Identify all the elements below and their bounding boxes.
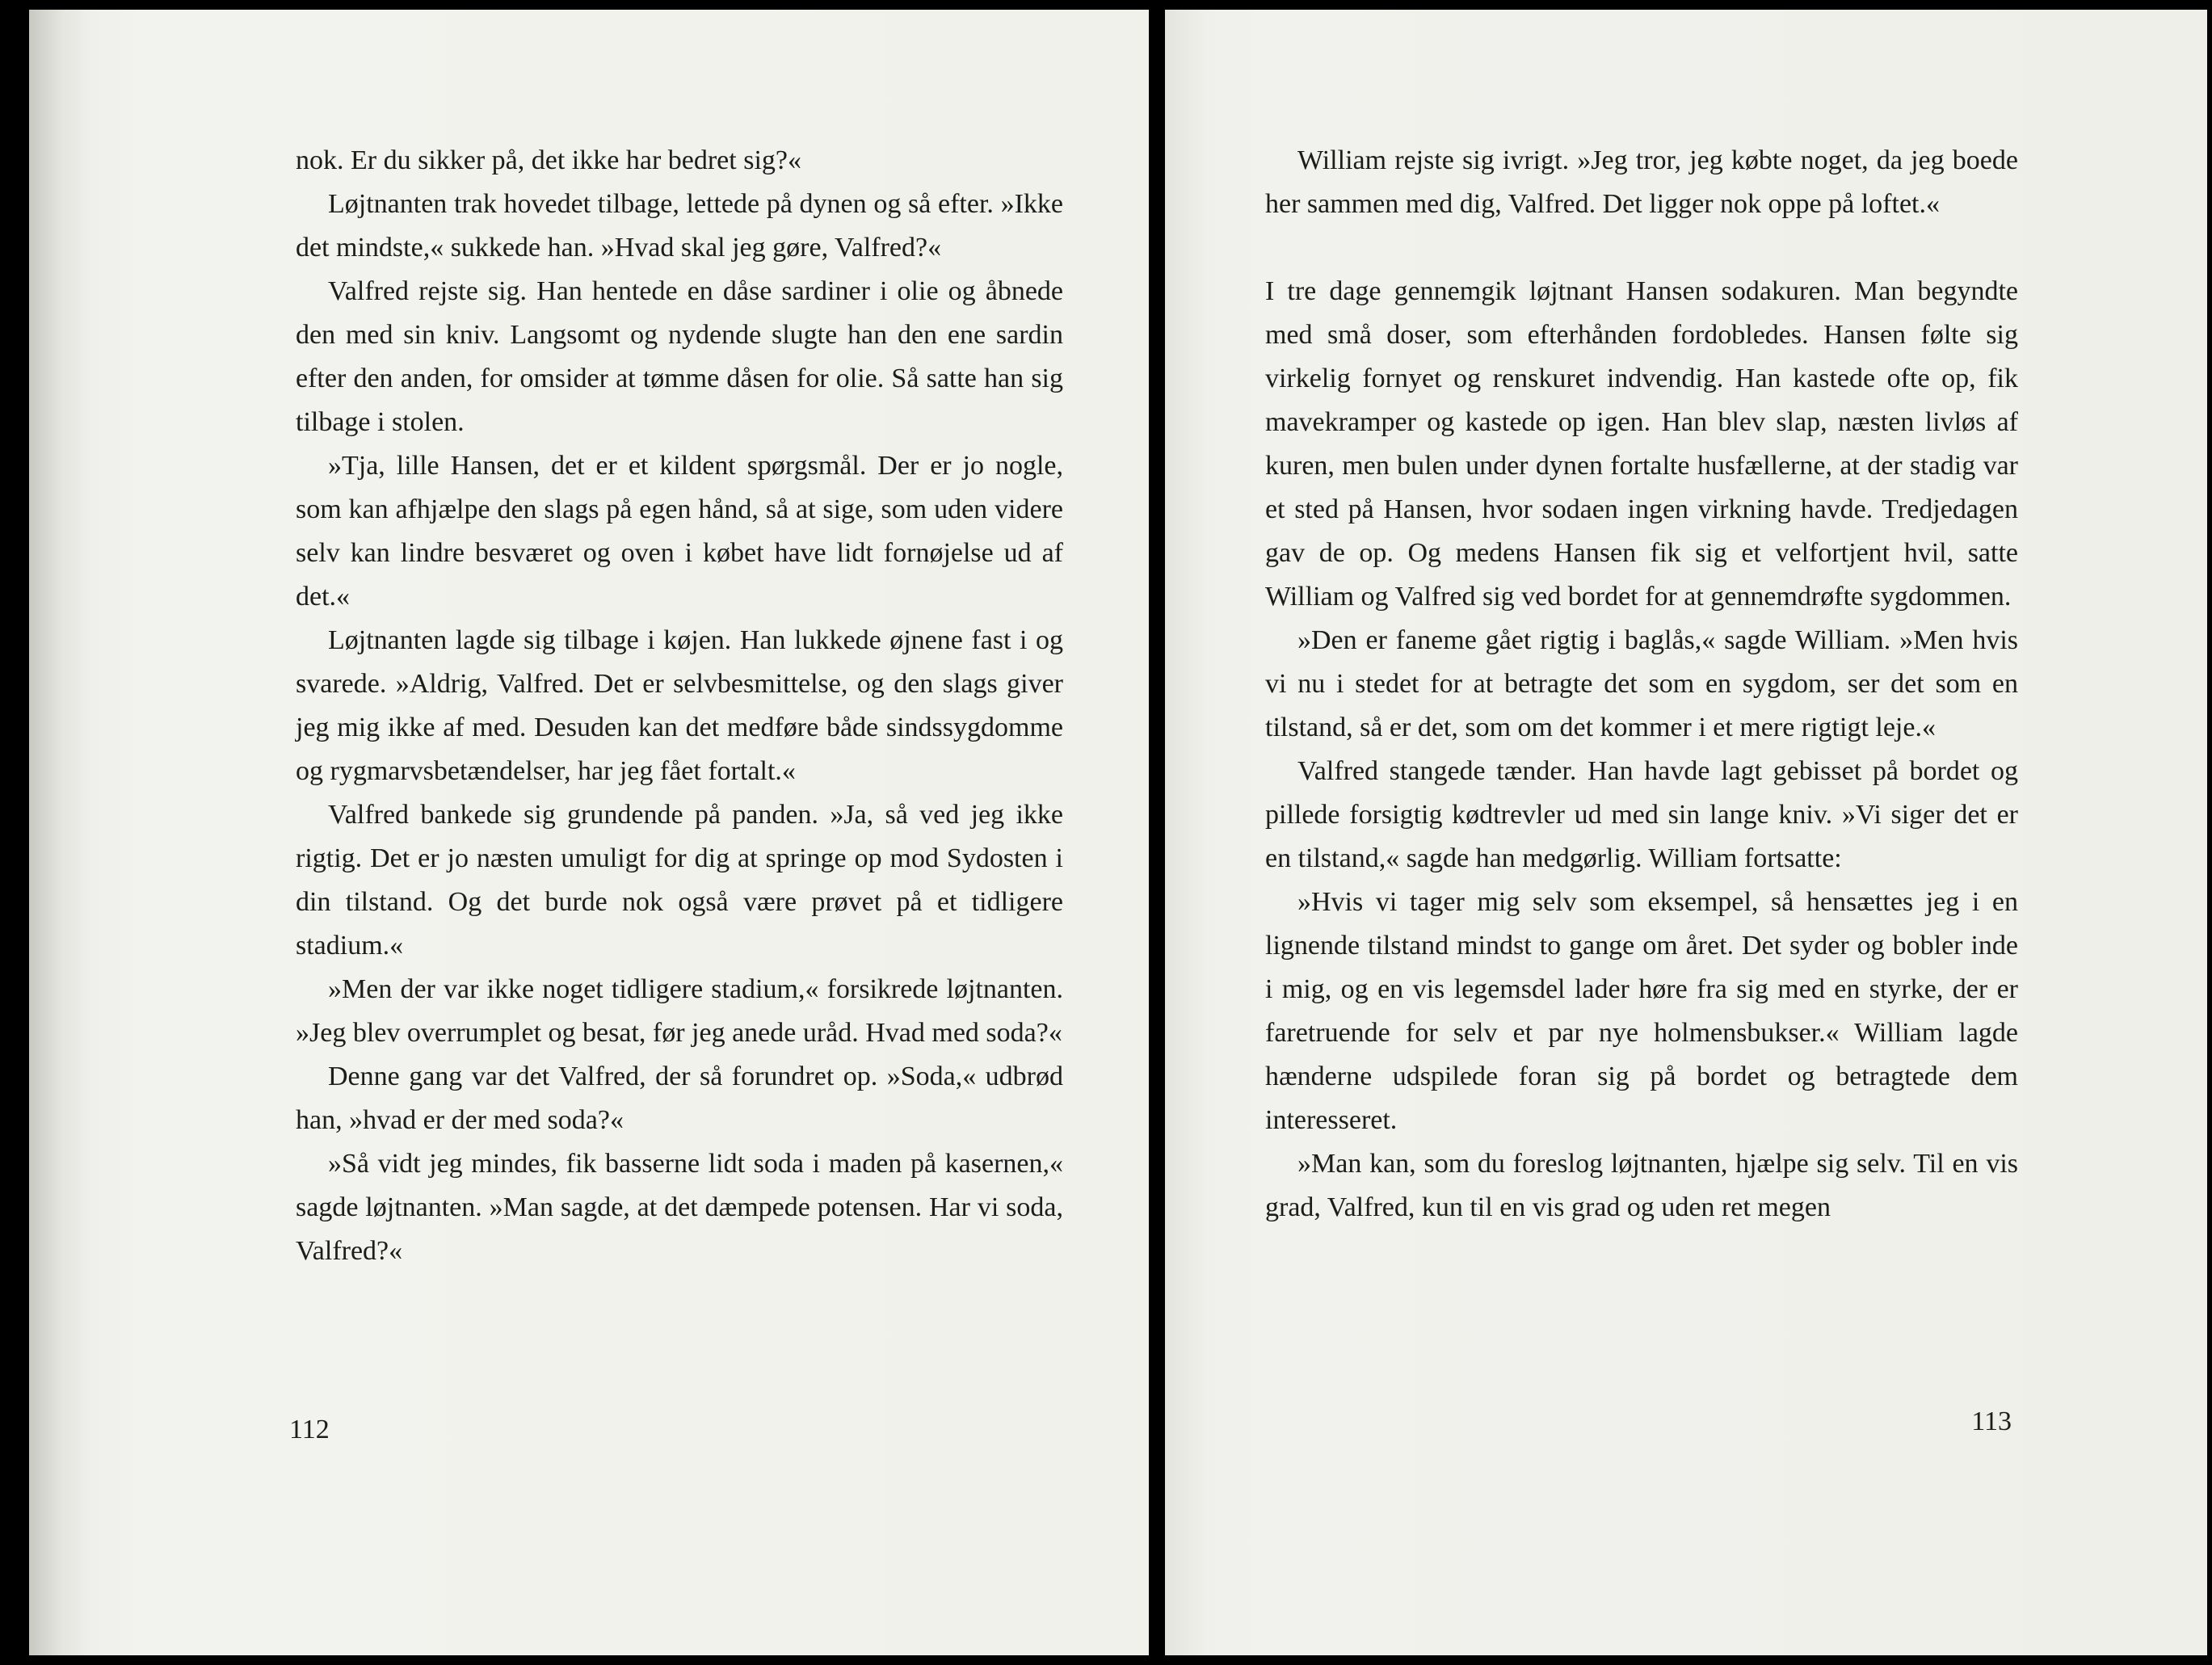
paragraph: nok. Er du sikker på, det ikke har bedret sig?« xyxy=(296,145,801,175)
paragraph: Valfred rejste sig. Han hentede en dåse sardiner i olie og åbnede den med sin kniv. Langsomt og nydende slugte han den ene sardin efter den anden, for omsider at tømme dåsen for olie. Så satte han sig tilbage i stolen. xyxy=(296,276,1063,437)
left-page xyxy=(29,10,1149,1655)
paragraph: Løjtnanten trak hovedet tilbage, lettede på dynen og så efter. »Ikke det mindste,« sukkede han. »Hvad skal jeg gøre, Valfred?« xyxy=(296,189,1063,263)
paragraph: I tre dage gennemgik løjtnant Hansen sodakuren. Man begyndte med små doser, som efterhånden fordobledes. Hansen følte sig virkelig fornyet og renskuret indvendig. Han kastede ofte op, fik mavekramper og kastede op igen. Han blev slap, næsten livløs af kuren, men bulen under dynen fortalte husfællerne, at der stadig var et sted på Hansen, hvor sodaen ingen virkning havde. Tredjedagen gav de op. Og medens Hansen fik sig et velfortjent hvil, satte William og Valfred sig ved bordet for at gennemdrøfte sygdommen. xyxy=(1265,276,2018,612)
paragraph: Valfred stangede tænder. Han havde lagt gebisset på bordet og pillede forsigtig kødtrevler ud med sin lange kniv. »Vi siger det er en tilstand,« sagde han medgørlig. William fortsatte: xyxy=(1265,756,2018,873)
paragraph: Denne gang var det Valfred, der så forundret op. »Soda,« udbrød han, »hvad er der med soda?« xyxy=(296,1062,1063,1135)
paragraph: Løjtnanten lagde sig tilbage i køjen. Han lukkede øjnene fast i og svarede. »Aldrig, Valfred. Det er selvbesmittelse, og den slags giver jeg mig ikke af med. Desuden kan det medføre både sindssygdomme og rygmarvsbetændelser, har jeg fået fortalt.« xyxy=(296,625,1063,786)
paragraph: »Tja, lille Hansen, det er et kildent spørgsmål. Der er jo nogle, som kan afhjælpe den slags på egen hånd, så at sige, som uden videre selv kan lindre besværet og oven i købet have lidt fornøjelse ud af det.« xyxy=(296,451,1063,612)
paragraph: Valfred bankede sig grundende på panden. »Ja, så ved jeg ikke rigtig. Det er jo næsten umuligt for dig at springe op mod Sydosten i din tilstand. Og det burde nok også være prøvet på et tidligere stadium.« xyxy=(296,800,1063,961)
page-number: 113 xyxy=(1971,1406,2012,1436)
paragraph: »Den er faneme gået rigtig i baglås,« sagde William. »Men hvis vi nu i stedet for at betragte det som en sygdom, ser det som en tilstand, så er det, som om det kommer i et mere rigtigt leje.« xyxy=(1265,625,2018,742)
paragraph: »Men der var ikke noget tidligere stadium,« forsikrede løjtnanten. »Jeg blev overrumplet og besat, før jeg anede uråd. Hvad med soda?« xyxy=(296,974,1063,1048)
page-edge-shadow xyxy=(29,10,86,1655)
paragraph: William rejste sig ivrigt. »Jeg tror, jeg købte noget, da jeg boede her sammen med dig, Valfred. Det ligger nok oppe på loftet.« xyxy=(1265,145,2018,219)
paragraph: »Hvis vi tager mig selv som eksempel, så hensættes jeg i en lignende tilstand mindst to gange om året. Det syder og bobler inde i mig, og en vis legemsdel lader høre fra sig med en styrke, der er faretruende for selv et par nye holmensbukser.« William lagde hænderne udspilede foran sig på bordet og betragtede dem interesseret. xyxy=(1265,887,2018,1135)
paragraph: »Så vidt jeg mindes, fik basserne lidt soda i maden på kasernen,« sagde løjtnanten. »Man sagde, at det dæmpede potensen. Har vi soda, Valfred?« xyxy=(296,1149,1063,1266)
paragraph: »Man kan, som du foreslog løjtnanten, hjælpe sig selv. Til en vis grad, Valfred, kun til en vis grad og uden ret megen xyxy=(1265,1149,2018,1222)
right-page-text xyxy=(1265,139,2018,1230)
page-number: 112 xyxy=(289,1415,330,1444)
left-page-text xyxy=(296,139,1063,1273)
right-page xyxy=(1165,10,2207,1655)
